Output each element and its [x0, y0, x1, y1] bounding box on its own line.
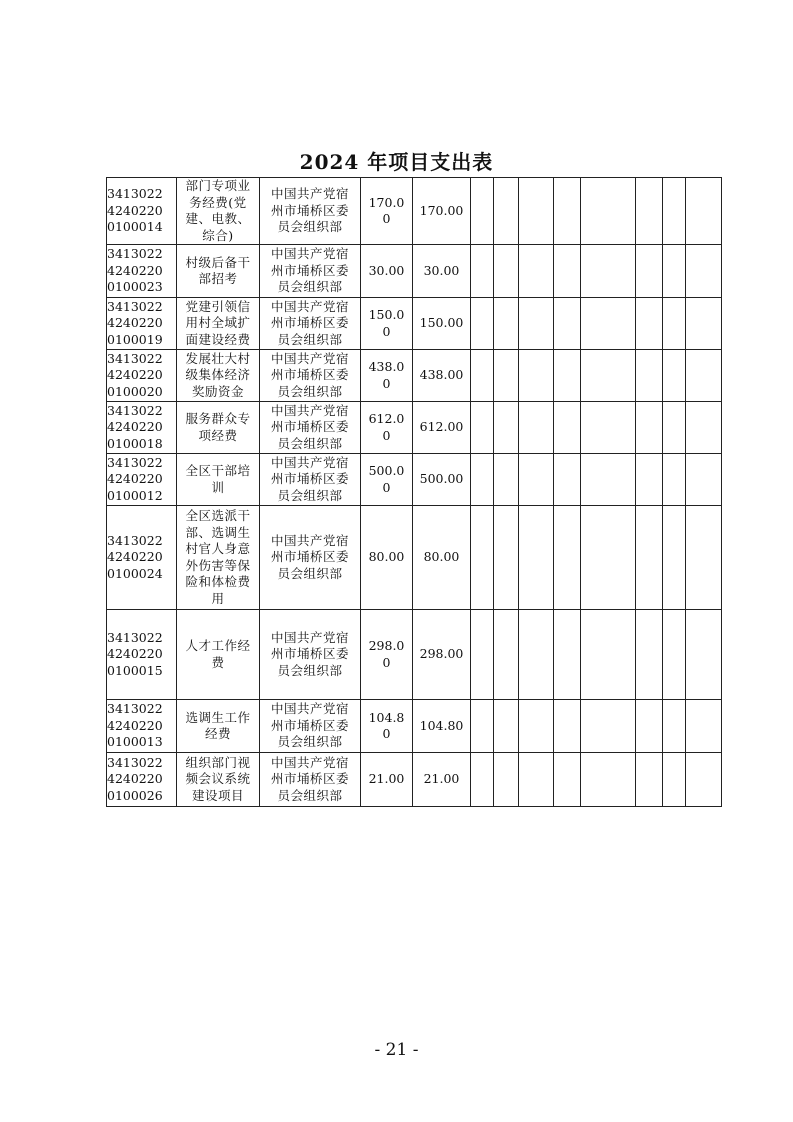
- empty-cell: [663, 610, 686, 700]
- project-name-cell: 全区干部培 训: [177, 454, 260, 506]
- empty-cell: [494, 178, 519, 245]
- project-code-cell: 3413022 4240220 0100024: [107, 506, 177, 610]
- empty-cell: [636, 402, 663, 454]
- project-code-cell: 3413022 4240220 0100013: [107, 700, 177, 753]
- empty-cell: [554, 454, 581, 506]
- empty-cell: [519, 454, 554, 506]
- empty-cell: [554, 245, 581, 298]
- empty-cell: [554, 700, 581, 753]
- empty-cell: [663, 700, 686, 753]
- total-cell: 104.80: [413, 700, 471, 753]
- empty-cell: [554, 350, 581, 402]
- empty-cell: [494, 753, 519, 807]
- project-name-cell: 发展壮大村 级集体经济 奖励资金: [177, 350, 260, 402]
- empty-cell: [663, 178, 686, 245]
- empty-cell: [471, 350, 494, 402]
- amount-cell: 298.0 0: [361, 610, 413, 700]
- table-row: [107, 753, 722, 807]
- project-code-cell: 3413022 4240220 0100020: [107, 350, 177, 402]
- empty-cell: [686, 178, 722, 245]
- empty-cell: [519, 700, 554, 753]
- empty-cell: [471, 454, 494, 506]
- empty-cell: [636, 753, 663, 807]
- empty-cell: [519, 506, 554, 610]
- table-row: [107, 402, 722, 454]
- empty-cell: [581, 298, 636, 350]
- project-code-cell: 3413022 4240220 0100015: [107, 610, 177, 700]
- total-cell: 21.00: [413, 753, 471, 807]
- empty-cell: [519, 245, 554, 298]
- project-name-cell: 村级后备干 部招考: [177, 245, 260, 298]
- empty-cell: [663, 506, 686, 610]
- department-cell: 中国共产党宿 州市埇桥区委 员会组织部: [260, 245, 361, 298]
- project-name-cell: 组织部门视 频会议系统 建设项目: [177, 753, 260, 807]
- empty-cell: [494, 350, 519, 402]
- empty-cell: [663, 245, 686, 298]
- department-cell: 中国共产党宿 州市埇桥区委 员会组织部: [260, 700, 361, 753]
- empty-cell: [519, 298, 554, 350]
- empty-cell: [686, 610, 722, 700]
- total-cell: 500.00: [413, 454, 471, 506]
- total-cell: 438.00: [413, 350, 471, 402]
- table-row: [107, 245, 722, 298]
- empty-cell: [519, 178, 554, 245]
- empty-cell: [554, 298, 581, 350]
- empty-cell: [471, 178, 494, 245]
- total-cell: 298.00: [413, 610, 471, 700]
- project-code-cell: 3413022 4240220 0100019: [107, 298, 177, 350]
- empty-cell: [581, 245, 636, 298]
- empty-cell: [636, 506, 663, 610]
- table-row: [107, 178, 722, 245]
- empty-cell: [471, 298, 494, 350]
- empty-cell: [686, 506, 722, 610]
- project-code-cell: 3413022 4240220 0100026: [107, 753, 177, 807]
- empty-cell: [471, 700, 494, 753]
- empty-cell: [494, 245, 519, 298]
- project-expenditure-table: [106, 177, 722, 807]
- empty-cell: [554, 610, 581, 700]
- table-row: [107, 454, 722, 506]
- empty-cell: [581, 610, 636, 700]
- empty-cell: [581, 506, 636, 610]
- amount-cell: 612.0 0: [361, 402, 413, 454]
- amount-cell: 438.0 0: [361, 350, 413, 402]
- table-row: [107, 700, 722, 753]
- table-row: [107, 350, 722, 402]
- project-name-cell: 部门专项业 务经费(党 建、电教、 综合): [177, 178, 260, 245]
- department-cell: 中国共产党宿 州市埇桥区委 员会组织部: [260, 402, 361, 454]
- empty-cell: [471, 402, 494, 454]
- empty-cell: [686, 753, 722, 807]
- empty-cell: [581, 402, 636, 454]
- project-code-cell: 3413022 4240220 0100012: [107, 454, 177, 506]
- empty-cell: [663, 298, 686, 350]
- total-cell: 150.00: [413, 298, 471, 350]
- empty-cell: [636, 298, 663, 350]
- project-code-cell: 3413022 4240220 0100014: [107, 178, 177, 245]
- project-name-cell: 人才工作经 费: [177, 610, 260, 700]
- project-name-cell: 服务群众专 项经费: [177, 402, 260, 454]
- empty-cell: [519, 350, 554, 402]
- amount-cell: 170.0 0: [361, 178, 413, 245]
- empty-cell: [519, 753, 554, 807]
- empty-cell: [471, 506, 494, 610]
- table-row: [107, 506, 722, 610]
- department-cell: 中国共产党宿 州市埇桥区委 员会组织部: [260, 298, 361, 350]
- empty-cell: [494, 700, 519, 753]
- amount-cell: 21.00: [361, 753, 413, 807]
- empty-cell: [581, 350, 636, 402]
- empty-cell: [471, 610, 494, 700]
- empty-cell: [636, 700, 663, 753]
- empty-cell: [636, 350, 663, 402]
- empty-cell: [494, 506, 519, 610]
- department-cell: 中国共产党宿 州市埇桥区委 员会组织部: [260, 454, 361, 506]
- total-cell: 30.00: [413, 245, 471, 298]
- empty-cell: [663, 454, 686, 506]
- empty-cell: [494, 454, 519, 506]
- empty-cell: [686, 350, 722, 402]
- amount-cell: 80.00: [361, 506, 413, 610]
- empty-cell: [519, 610, 554, 700]
- empty-cell: [663, 753, 686, 807]
- table-row: [107, 610, 722, 700]
- empty-cell: [686, 700, 722, 753]
- project-name-cell: 选调生工作 经费: [177, 700, 260, 753]
- empty-cell: [471, 245, 494, 298]
- empty-cell: [554, 178, 581, 245]
- empty-cell: [636, 178, 663, 245]
- amount-cell: 104.8 0: [361, 700, 413, 753]
- page-title: 2024 年项目支出表: [299, 150, 494, 174]
- empty-cell: [494, 610, 519, 700]
- project-name-cell: 党建引领信 用村全域扩 面建设经费: [177, 298, 260, 350]
- empty-cell: [581, 178, 636, 245]
- total-cell: 170.00: [413, 178, 471, 245]
- total-cell: 80.00: [413, 506, 471, 610]
- project-code-cell: 3413022 4240220 0100023: [107, 245, 177, 298]
- empty-cell: [663, 402, 686, 454]
- empty-cell: [663, 350, 686, 402]
- amount-cell: 30.00: [361, 245, 413, 298]
- empty-cell: [581, 454, 636, 506]
- empty-cell: [686, 454, 722, 506]
- amount-cell: 150.0 0: [361, 298, 413, 350]
- empty-cell: [636, 454, 663, 506]
- empty-cell: [494, 402, 519, 454]
- project-code-cell: 3413022 4240220 0100018: [107, 402, 177, 454]
- empty-cell: [519, 402, 554, 454]
- total-cell: 612.00: [413, 402, 471, 454]
- empty-cell: [581, 753, 636, 807]
- empty-cell: [554, 506, 581, 610]
- department-cell: 中国共产党宿 州市埇桥区委 员会组织部: [260, 350, 361, 402]
- department-cell: 中国共产党宿 州市埇桥区委 员会组织部: [260, 753, 361, 807]
- empty-cell: [636, 610, 663, 700]
- page-number: - 21 -: [374, 1040, 419, 1060]
- project-name-cell: 全区选派干 部、选调生 村官人身意 外伤害等保 险和体检费 用: [177, 506, 260, 610]
- amount-cell: 500.0 0: [361, 454, 413, 506]
- empty-cell: [636, 245, 663, 298]
- empty-cell: [686, 298, 722, 350]
- department-cell: 中国共产党宿 州市埇桥区委 员会组织部: [260, 610, 361, 700]
- department-cell: 中国共产党宿 州市埇桥区委 员会组织部: [260, 178, 361, 245]
- empty-cell: [554, 402, 581, 454]
- empty-cell: [686, 402, 722, 454]
- department-cell: 中国共产党宿 州市埇桥区委 员会组织部: [260, 506, 361, 610]
- empty-cell: [581, 700, 636, 753]
- empty-cell: [554, 753, 581, 807]
- empty-cell: [686, 245, 722, 298]
- empty-cell: [494, 298, 519, 350]
- empty-cell: [471, 753, 494, 807]
- table-row: [107, 298, 722, 350]
